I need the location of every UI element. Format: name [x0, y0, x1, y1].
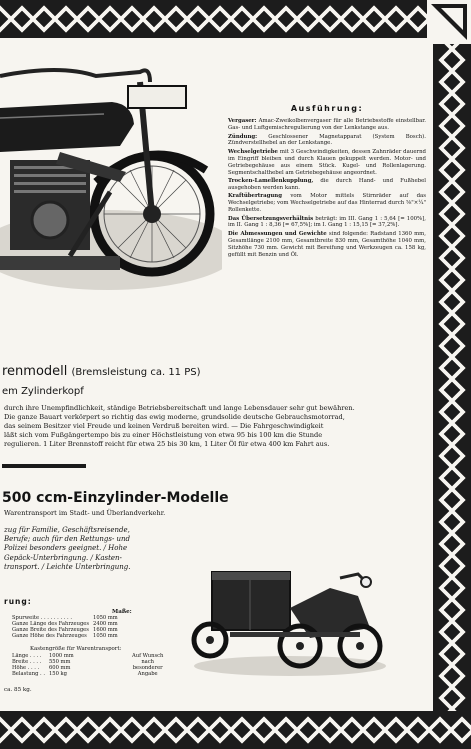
cylinder-heading: em Zylinderkopf	[2, 386, 84, 397]
dim-value: 2400 mm	[93, 620, 118, 627]
spec-label: Das Übersetzungsverhältnis	[228, 215, 314, 222]
spec-kraftuebertragung	[228, 193, 426, 214]
kasten-note-line: Auf Wunsch	[132, 653, 164, 659]
para-line: läßt sich vom Fußgängertempo bis zu einer Höchstleistung von etwa 95 bis 100 km die Stunde	[4, 431, 323, 439]
spec-uebersetzung	[228, 216, 426, 230]
kasten-label: Höhe . . . .	[12, 664, 40, 671]
uses-list	[4, 526, 184, 572]
uses-line: Polizei besonders geeignet. / Hohe	[4, 544, 128, 553]
dim-label: Ganze Länge des Fahrzeuges	[12, 620, 90, 627]
spec-label: Die Abmessungen und Gewichte	[228, 230, 327, 237]
kasten-value: 600 mm	[48, 664, 71, 671]
dim-value: 1600 mm	[93, 626, 118, 633]
spec-abmessungen	[228, 231, 426, 259]
spec-label: Wechselgetriebe	[228, 148, 278, 155]
spec-text: vom Motor mittels Stirnräder auf das Wechselgetriebe; vom Wechselgetriebe auf das Hinterrad durch ⅝"×¼" Rollenkette.	[228, 193, 426, 214]
model-heading-text: renmodell	[2, 364, 68, 379]
divider-rule	[2, 464, 86, 468]
spec-text: Geschlossener Magnetapparat (System Bosch). Zündverstellhebel an der Lenkstange.	[228, 133, 427, 147]
para-line: das seinem Besitzer viel Freude und keinen Verdruß bereiten wird. — Die Fahrgeschwindigkeit	[4, 422, 324, 430]
motorcycle-photo	[0, 42, 222, 310]
dim-label: Ganze Höhe des Fahrzeuges	[12, 632, 87, 639]
decorative-border-bottom	[0, 711, 471, 749]
weight-note: ca. 85 kg.	[4, 687, 32, 693]
spec-label: Kraftübertragung	[228, 193, 282, 200]
kasten-value: 150 kg	[48, 670, 67, 677]
spec-text: die durch Hand- und Fußhebel ausgehoben werden kann.	[228, 177, 426, 191]
model500-heading: 500 ccm-Einzylinder-Modelle	[2, 490, 229, 506]
uses-line: Berufe; auch für den Rettungs- und	[4, 535, 131, 544]
dim-label: Ganze Breite des Fahrzeuges	[12, 626, 89, 633]
kasten-note	[132, 654, 163, 678]
kasten-title: Kastengröße für Warentransport:	[30, 646, 122, 652]
kasten-note-line: Angabe	[137, 670, 158, 677]
spec-text: Amac-Zweikolbenvergaser für alle Betriebsstoffe einstellbar. Gas- und Luftgemischregulierung von der Lenkstange aus.	[228, 118, 426, 132]
para-line: regulieren. 1 Liter Brennstoff reicht für etwa 25 bis 30 km, 1 Liter Öl für etwa 400 km Fahrt aus.	[4, 440, 330, 448]
decorative-border-top	[0, 0, 471, 38]
spec-zuendung	[228, 134, 426, 148]
model-heading	[2, 364, 201, 379]
model500-subtitle: Warentransport im Stadt- und Überlandverkehr.	[4, 509, 166, 517]
kasten-label: Länge . . . .	[12, 653, 42, 659]
spec-wechselgetriebe	[228, 149, 426, 177]
kasten-table	[10, 654, 76, 678]
table-row	[10, 634, 120, 640]
sidecar-motorcycle-photo	[190, 548, 390, 680]
dimensions-heading: rung:	[4, 597, 32, 606]
kasten-label: Belastung . .	[12, 670, 45, 677]
decorative-border-right	[433, 38, 471, 711]
uses-line: zug für Familie, Geschäftsreisende,	[4, 526, 130, 534]
kasten-value: 1000 mm	[48, 653, 74, 659]
dim-value: 1050 mm	[93, 632, 118, 639]
dim-value: 1050 mm	[93, 615, 118, 621]
model-heading-sub: (Bremsleistung ca. 11 PS)	[71, 367, 201, 378]
spec-label: Trocken-Lamellenkupplung,	[228, 177, 314, 184]
para-line: durch ihre Unempfindlichkeit, ständige Betriebsbereitschaft und lange Lebensdauer sehr gut bewähren.	[4, 404, 355, 412]
corner-ornament-icon	[427, 0, 471, 44]
uses-line: transport. / Leichte Unterbringung.	[4, 562, 131, 571]
dimensions-table	[10, 616, 120, 640]
spec-label: Zündung:	[228, 133, 258, 140]
uses-line: Gepäck-Unterbringung. / Kasten-	[4, 553, 122, 562]
dim-label: Spurweite . . . . . . . . . .	[12, 615, 72, 621]
kasten-note-line: besonderer	[132, 664, 163, 671]
kasten-note-line: nach	[141, 658, 155, 665]
spec-vergaser	[228, 118, 426, 132]
table-row	[10, 672, 76, 678]
spec-text: sind folgende: Radstand 1360 mm, Gesamtlänge 2100 mm, Gesamtbreite 830 mm, Gesamthöhe 1040 mm, Sitzhöhe 730 mm. Gewicht mit Bereifung und Werkzeugen ca. 158 kg, gefüllt mit Benzin und Öl.	[228, 230, 427, 258]
ausfuehrung-title: Ausführung:	[290, 104, 364, 113]
ausfuehrung-section	[228, 104, 426, 260]
spec-kupplung	[228, 178, 426, 192]
para-line: Die ganze Bauart verkörpert so richtig das ewig moderne, grundsolide deutsche Gebrauchsmotorrad,	[4, 413, 345, 421]
spec-text: mit 3 Geschwindigkeiten, dessen Zahnräder dauernd im Eingriff bleiben und durch Klauen gekuppelt werden. Motor- und Getriebegehäuse aus einem Stück. Kugel- und Rollenlagerung. Segmentschalthebel am Getriebegehäuse angeordnet.	[228, 148, 427, 176]
kasten-value: 550 mm	[48, 658, 71, 665]
spec-text: beträgt: im III. Gang 1 : 5,64 [= 100%], im II. Gang 1 : 8,36 [= 67,5%]; im I. Gang 1 : 15,15 [= 37,2%].	[228, 215, 426, 229]
kasten-label: Breite . . . .	[12, 658, 42, 665]
masse-title: Maße:	[112, 609, 132, 615]
spec-label: Vergaser:	[228, 118, 257, 125]
